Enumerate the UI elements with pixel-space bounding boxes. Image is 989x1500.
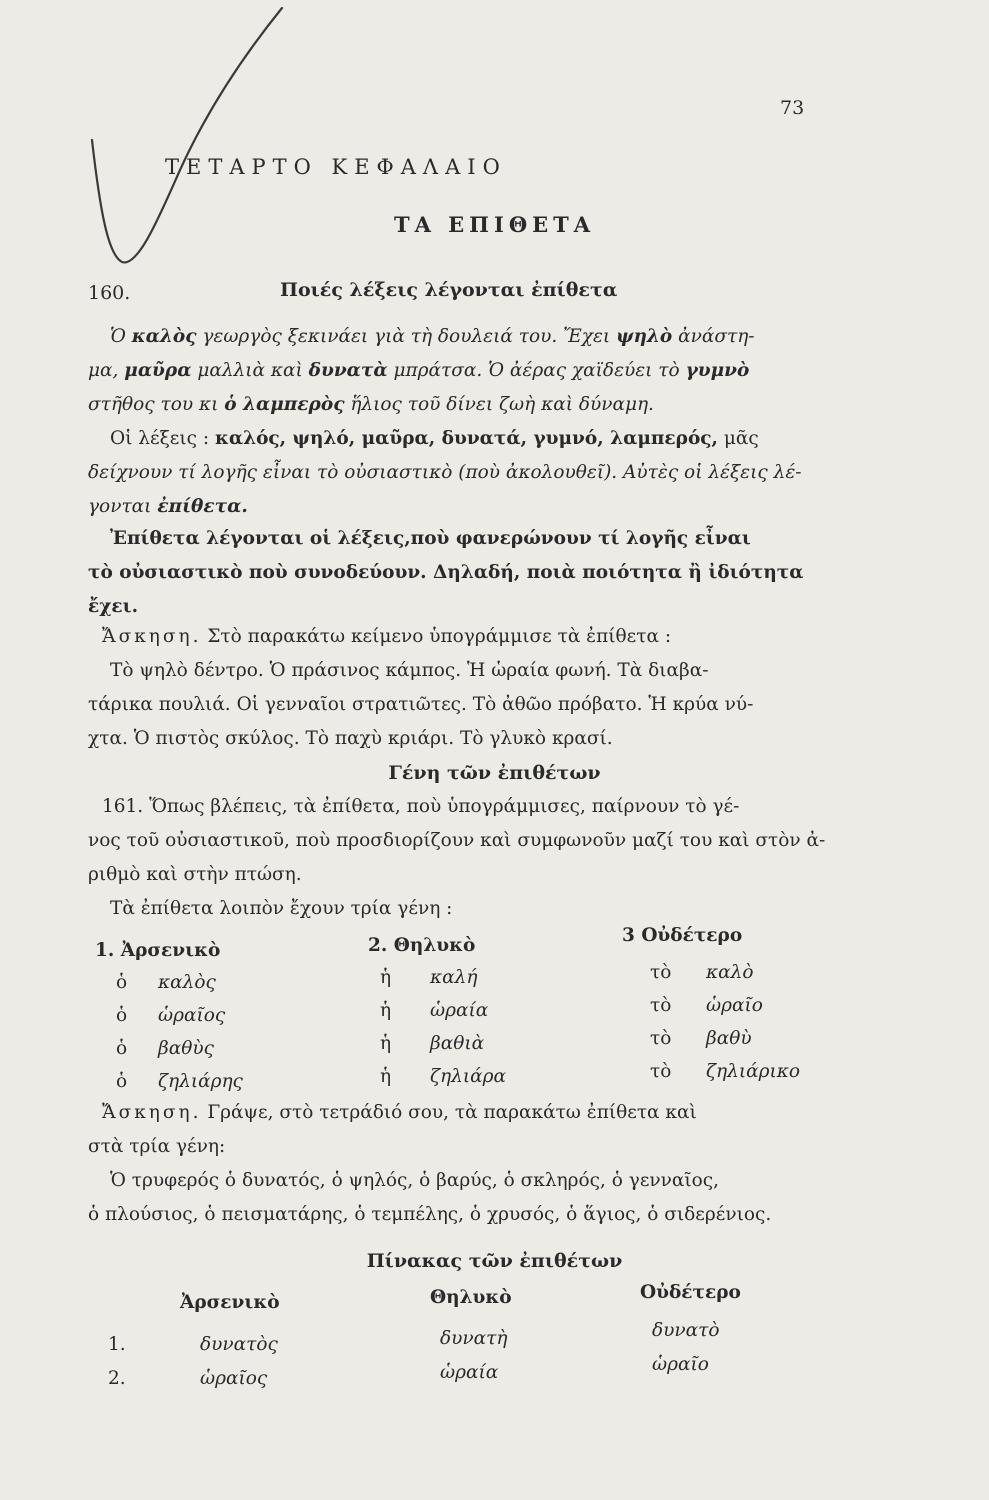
definition-line-3: ἔχει.	[88, 596, 139, 617]
book-page: 73 ΤΕΤΑΡΤΟ ΚΕΦΑΛΑΙΟ ΤΑ ΕΠΙΘΕΤΑ 160. Ποιές λέξεις λέγονται ἐπίθετα Ὁ καλὸς γεωργὸς ξεκινάει γιὰ τὴ δουλειά του. Ἔχει ψηλὸ ἀνάστη- μα, μαῦρα μαλλιὰ καὶ δυνατὰ μπράτσα. Ὁ ἀέρας χαϊδεύει τὸ γυμνὸ στῆθος του κι ὁ λαμπερὸς ἥλιος τοῦ δίνει ζωὴ καὶ δύναμη. Οἱ λέξεις : καλός, ψηλό, μαῦρα, δυνατά, γυμνό, λαμπερός, μᾶς δείχνουν τί λογῆς εἶναι τὸ οὐσιαστικὸ (ποὺ ἀκολουθεῖ). Αὐτὲς οἱ λέξεις λέ- γονται ἐπίθετα. Ἐπίθετα λέγονται οἱ λέξεις,ποὺ φανερώνουν τί λογῆς εἶναι τὸ οὐσιαστικὸ ποὺ συνοδεύουν. Δηλαδή, ποιὰ ποιότητα ἢ ἰδιότητα ἔχει. Ἄσκηση. Στὸ παρακάτω κείμενο ὑπογράμμισε τὰ ἐπίθετα : Τὸ ψηλὸ δέντρο. Ὁ πράσινος κάμπος. Ἡ ὡραία φωνή. Τὰ διαβα- τάρικα πουλιά. Οἱ γενναῖοι στρατιῶτες. Τὸ ἀθῶο πρόβατο. Ἡ κρύα νύ- χτα. Ὁ πιστὸς σκύλος. Τὸ παχὺ κριάρι. Τὸ γλυκὸ κρασί. Γένη τῶν ἐπιθέτων 161. Ὅπως βλέπεις, τὰ ἐπίθετα, ποὺ ὑπογράμμισες, παίρνουν τὸ γέ- νος τοῦ οὐσιαστικοῦ, ποὺ προσδιορίζουν καὶ συμφωνοῦν μαζί του καὶ στὸν ἀ- ριθμὸ καὶ στὴν πτώση. Τὰ ἐπίθετα λοιπὸν ἔχουν τρία γένη : 1. Ἀρσενικὸ 2. Θηλυκὸ 3 Οὐδέτερο ὁ καλὸς ἡ καλή τὸ καλὸ ὁ ὡραῖος ἡ ὡραία τὸ ὡραῖο ὁ βαθὺς ἡ βαθιὰ τὸ βαθὺ ὁ ζηλιάρης ἡ ζηλιάρα τὸ ζηλιάρικο Ἄσκηση. Γράψε, στὸ τετράδιό σου, τὰ παρακάτω ἐπίθετα καὶ στὰ τρία γένη: Ὁ τρυφερός ὁ δυνατός, ὁ ψηλός, ὁ βαρύς, ὁ σκληρός, ὁ γενναῖος, ὁ πλούσιος, ὁ πεισματάρης, ὁ τεμπέλης, ὁ χρυσός, ὁ ἅγιος, ὁ σιδερένιος. Πίνακας τῶν ἐπιθέτων Ἀρσενικὸ Θηλυκὸ Οὐδέτερο 1. δυνατὸς δυνατὴ δυνατὸ 2. ὡραῖος ὡραία ὡραῖο	[0, 0, 989, 1500]
exercise-line-2: Τὸ ψηλὸ δέντρο. Ὁ πράσινος κάμπος. Ἡ ὡραία φωνή. Τὰ διαβα-	[110, 660, 709, 681]
definition-line-1: Ἐπίθετα λέγονται οἱ λέξεις,ποὺ φανερώνουν τί λογῆς εἶναι	[110, 528, 751, 549]
definition-line-2: τὸ οὐσιαστικὸ ποὺ συνοδεύουν. Δηλαδή, ποιὰ ποιότητα ἢ ἰδιότητα	[88, 562, 804, 583]
table-header-neuter: Οὐδέτερο	[640, 1282, 741, 1303]
section-heading-160: Ποιές λέξεις λέγονται ἐπίθετα	[280, 279, 618, 301]
s161-line-2: νος τοῦ οὐσιαστικοῦ, ποὺ προσδιορίζουν καὶ συμφωνοῦν μαζί του καὶ στὸν ἀ-	[88, 830, 826, 851]
page-number: 73	[780, 97, 805, 119]
section-number-160: 160.	[88, 282, 131, 304]
genders-header-feminine: 2. Θηλυκὸ	[368, 935, 476, 956]
p1-line-3: στῆθος του κι ὁ λαμπερὸς ἥλιος τοῦ δίνει ζωὴ καὶ δύναμη.	[88, 394, 654, 415]
p2-line-3: γονται ἐπίθετα.	[88, 496, 248, 517]
p2-line-1: Οἱ λέξεις : καλός, ψηλό, μαῦρα, δυνατά, γυμνό, λαμπερός, μᾶς	[110, 428, 759, 449]
genders-header-masculine: 1. Ἀρσενικὸ	[95, 940, 221, 961]
exercise2-line-4: ὁ πλούσιος, ὁ πεισματάρης, ὁ τεμπέλης, ὁ χρυσός, ὁ ἅγιος, ὁ σιδερένιος.	[88, 1204, 772, 1225]
genders-header-neuter: 3 Οὐδέτερο	[622, 925, 743, 946]
exercise2-line-3: Ὁ τρυφερός ὁ δυνατός, ὁ ψηλός, ὁ βαρύς, ὁ σκληρός, ὁ γενναῖος,	[110, 1170, 720, 1191]
exercise-line-3: τάρικα πουλιά. Οἱ γενναῖοι στρατιῶτες. Τὸ ἀθῶο πρόβατο. Ἡ κρύα νύ-	[88, 694, 754, 715]
p2-line-2: δείχνουν τί λογῆς εἶναι τὸ οὐσιαστικὸ (ποὺ ἀκολουθεῖ). Αὐτὲς οἱ λέξεις λέ-	[88, 462, 802, 483]
s161-line-4: Τὰ ἐπίθετα λοιπὸν ἔχουν τρία γένη :	[110, 898, 453, 919]
s161-line-1: 161. Ὅπως βλέπεις, τὰ ἐπίθετα, ποὺ ὑπογράμμισες, παίρνουν τὸ γέ-	[102, 796, 740, 817]
exercise2-line-2: στὰ τρία γένη:	[88, 1136, 226, 1157]
exercise-line-1: Ἄσκηση. Στὸ παρακάτω κείμενο ὑπογράμμισε τὰ ἐπίθετα :	[102, 626, 672, 647]
main-title: ΤΑ ΕΠΙΘΕΤΑ	[393, 212, 596, 237]
table-title: Πίνακας τῶν ἐπιθέτων	[366, 1250, 623, 1272]
chapter-heading: ΤΕΤΑΡΤΟ ΚΕΦΑΛΑΙΟ	[165, 155, 507, 179]
p1-line-2: μα, μαῦρα μαλλιὰ καὶ δυνατὰ μπράτσα. Ὁ ἀέρας χαϊδεύει τὸ γυμνὸ	[88, 360, 750, 381]
p1-line-1: Ὁ καλὸς γεωργὸς ξεκινάει γιὰ τὴ δουλειά του. Ἔχει ψηλὸ ἀνάστη-	[110, 326, 755, 347]
exercise2-line-1: Ἄσκηση. Γράψε, στὸ τετράδιό σου, τὰ παρακάτω ἐπίθετα καὶ	[102, 1102, 697, 1123]
table-header-feminine: Θηλυκὸ	[430, 1287, 512, 1308]
table-header-masculine: Ἀρσενικὸ	[180, 1292, 280, 1313]
section-heading-161: Γένη τῶν ἐπιθέτων	[388, 762, 601, 784]
exercise-line-4: χτα. Ὁ πιστὸς σκύλος. Τὸ παχὺ κριάρι. Τὸ γλυκὸ κρασί.	[88, 728, 613, 749]
s161-line-3: ριθμὸ καὶ στὴν πτώση.	[88, 864, 302, 885]
